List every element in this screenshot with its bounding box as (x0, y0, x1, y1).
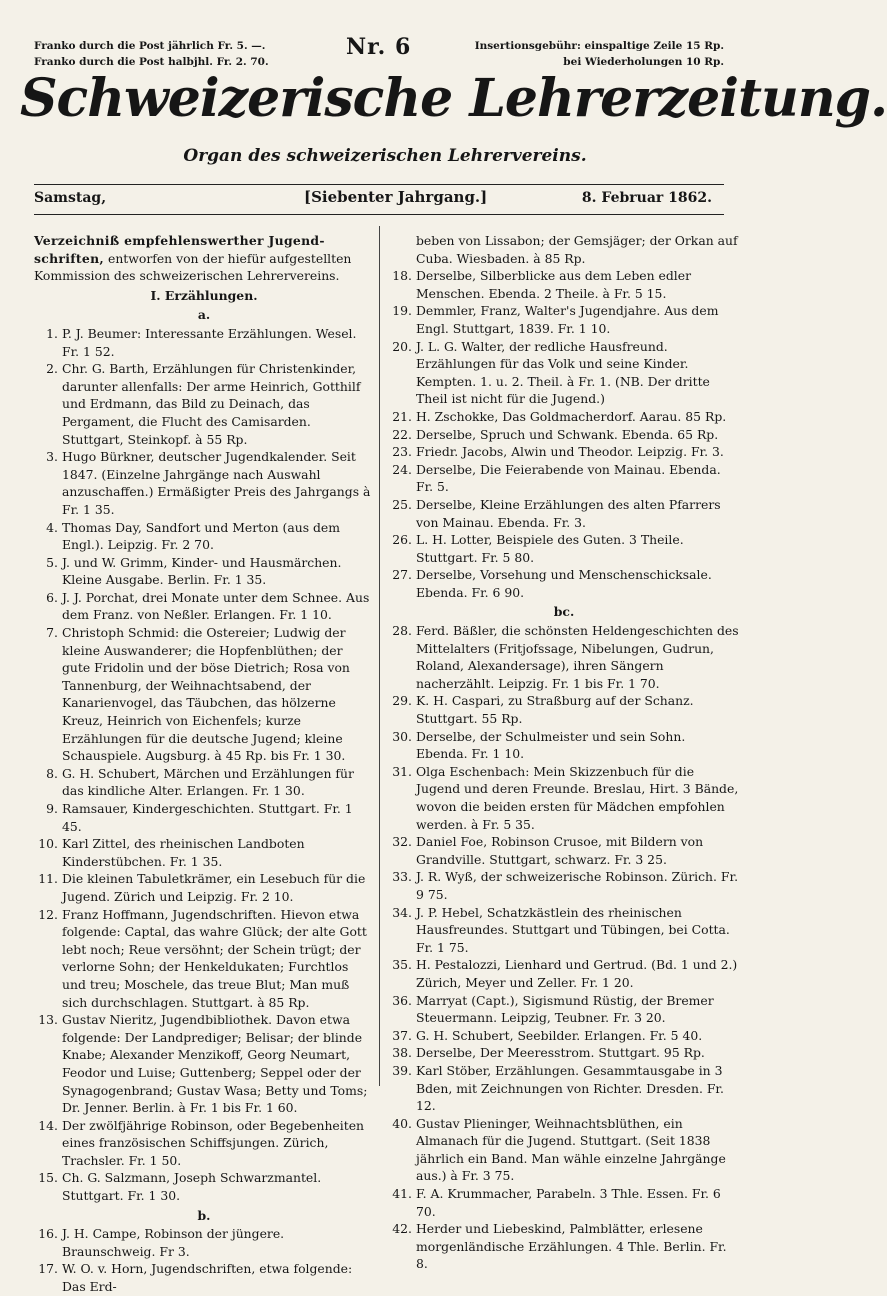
entry-number: 23. (392, 444, 412, 460)
list-item (388, 1062, 740, 1115)
entry-text: G. H. Schubert, Seebilder. Erlangen. Fr. 5 40. (416, 1027, 703, 1043)
list-item (34, 1117, 374, 1170)
entry-number: 17. (38, 1261, 58, 1277)
entry-number: 11. (38, 871, 58, 887)
entry-text: Marryat (Capt.), Sigismund Rüstig, der Bremer Steuermann. Leipzig, Teubner. Fr. 3 20. (416, 992, 714, 1026)
right-column (388, 232, 740, 1273)
entry-text: Franz Hoffmann, Jugendschriften. Hievon etwa folgende: Captal, das wahre Glück; der alte Gott lebt noch; Reue versöhnt; der Schein trügt; der verlorne Sohn; der Henkeldukaten; Furchtlos und treu; Moschele, das treue Blut; Man muß sich durchschlagen. Stuttgart. à 85 Rp. (62, 906, 367, 1010)
entry-text: P. J. Beumer: Interessante Erzählungen. Wesel. Fr. 1 52. (62, 325, 357, 359)
entry-number: 26. (392, 532, 412, 548)
entry-text: J. R. Wyß, der schweizerische Robinson. Zürich. Fr. 9 75. (416, 869, 739, 902)
list-item (388, 566, 740, 601)
list-item (388, 426, 740, 444)
entry-number: 6. (46, 589, 58, 605)
entry-text: L. H. Lotter, Beispiele des Guten. 3 Theile. Stuttgart. Fr. 5 80. (416, 532, 684, 565)
list-item (34, 1225, 374, 1260)
entry-list-bc (388, 622, 740, 1273)
list-item (388, 408, 740, 426)
entry-number: 42. (392, 1221, 412, 1237)
list-item (34, 325, 374, 360)
entry-number: 31. (392, 763, 412, 779)
entry-text: Derselbe, Der Meeresstrom. Stuttgart. 95 Rp. (416, 1045, 705, 1061)
list-item (34, 906, 374, 1012)
entry-text: J. J. Porchat, drei Monate unter dem Schnee. Aus dem Franz. von Neßler. Erlangen. Fr. 1 10. (62, 589, 370, 623)
entry-text: Derselbe, der Schulmeister und sein Sohn. Ebenda. Fr. 1 10. (416, 728, 686, 762)
entry-number: 7. (46, 625, 58, 641)
entry-text: Chr. G. Barth, Erzählungen für Christenkinder, darunter allenfalls: Der arme Heinrich, Gotthilf und Erdmann, das Bild zu Deinach, das Pergament, die Flucht des Camisarden. Stuttgart, Steinkopf. à 55 Rp. (62, 361, 361, 447)
entry-text: J. H. Campe, Robinson der jüngere. Braunschweig. Fr 3. (62, 1226, 285, 1259)
list-item (388, 763, 740, 833)
entry-text: Derselbe, Vorsehung und Menschenschicksale. Ebenda. Fr. 6 90. (416, 567, 712, 600)
entry-number: 16. (38, 1226, 58, 1242)
subsection-heading-bc: bc. (553, 604, 575, 620)
entry-text: Gustav Nieritz, Jugendbibliothek. Davon etwa folgende: Der Landprediger; Belisar; der blinde Knabe; Alexander Menzikoff, Georg Neumart, Feodor und Luise; Guttenberg; Seppel oder der Synagogenbrand; Gustav Wasa; Betty und Toms; Dr. Jenner. Berlin. à Fr. 1 bis Fr. 1 60. (62, 1012, 368, 1116)
entry-text: Karl Zittel, des rheinischen Landboten Kinderstübchen. Fr. 1 35. (62, 836, 305, 869)
list-item (388, 956, 740, 991)
entry-text: Derselbe, Kleine Erzählungen des alten Pfarrers von Mainau. Ebenda. Fr. 3. (416, 496, 721, 530)
entry-number: 35. (392, 957, 412, 973)
entry-text: Daniel Foe, Robinson Crusoe, mit Bildern von Grandville. Stuttgart, schwarz. Fr. 3 25. (416, 834, 704, 867)
entry-text: Karl Stöber, Erzählungen. Gesammtausgabe in 3 Bden, mit Zeichnungen von Richter. Dresden. Fr. 12. (416, 1062, 724, 1114)
list-item (34, 624, 374, 765)
entry-number: 27. (392, 567, 412, 583)
entry-number: 8. (46, 765, 58, 781)
list-item (34, 1260, 374, 1295)
entry-text: Hugo Bürkner, deutscher Jugendkalender. Seit 1847. (Einzelne Jahrgänge nach Auswahl anzuschaffen.) Ermäßigter Preis des Jahrgangs à Fr. 1 35. (62, 449, 371, 517)
entry-text: Olga Eschenbach: Mein Skizzenbuch für die Jugend und deren Freunde. Breslau, Hirt. 3 Bände, wovon die beiden ersten für Mädchen empfohlen werden. à Fr. 5 35. (416, 763, 739, 832)
entry-number: 19. (392, 303, 412, 319)
entry-number: 32. (392, 834, 412, 850)
list-item (388, 267, 740, 302)
list-item (34, 448, 374, 518)
article-heading: Verzeichniß empfehlenswerther Jugend-schriften, (34, 233, 325, 266)
list-item (388, 1185, 740, 1220)
entry-list-a (34, 325, 374, 1205)
subsection-heading-b: b. (197, 1207, 211, 1223)
entry-text: Derselbe, Silberblicke aus dem Leben edler Menschen. Ebenda. 2 Theile. à Fr. 5 15. (416, 268, 692, 301)
section-heading: I. Erzählungen. (150, 287, 258, 303)
entry-text: J. P. Hebel, Schatzkästlein des rheinischen Hausfreundes. Stuttgart und Tübingen, bei Cotta. Fr. 1 75. (416, 904, 730, 955)
list-item (34, 360, 374, 448)
entry-text: Derselbe, Die Feierabende von Mainau. Ebenda. Fr. 5. (416, 461, 721, 495)
entry-text: Der zwölfjährige Robinson, oder Begebenheiten eines französischen Schiffsjungen. Zürich, Trachsler. Fr. 1 50. (62, 1117, 365, 1168)
entry-text: H. Zschokke, Das Goldmacherdorf. Aarau. 85 Rp. (416, 408, 727, 424)
subscription-prices (34, 38, 269, 70)
list-item (388, 1220, 740, 1273)
entry-text: Herder und Liebeskind, Palmblätter, erlesene morgenländische Erzählungen. 4 Thle. Berlin. Fr. 8. (416, 1221, 727, 1272)
article-intro (34, 232, 374, 285)
entry-text: G. H. Schubert, Märchen und Erzählungen für das kindliche Alter. Erlangen. Fr. 1 30. (62, 765, 354, 799)
list-item (388, 1027, 740, 1045)
entry-number: 20. (392, 338, 412, 354)
subscription-price-line: Franko durch die Post jährlich Fr. 5. —. (34, 40, 266, 52)
article-intro-text: entworfen von der hiefür aufgestellten Kommission des schweizerischen Lehrervereins. (34, 250, 352, 284)
entry-text: F. A. Krummacher, Parabeln. 3 Thle. Essen. Fr. 6 70. (416, 1186, 721, 1219)
list-item (388, 1044, 740, 1062)
dateline-day: Samstag, (34, 190, 107, 206)
entry-list-b (34, 1225, 374, 1295)
entry-number: 34. (392, 904, 412, 920)
entry-number: 21. (392, 408, 412, 424)
entry-number: 9. (46, 801, 58, 816)
entry-list-b-continued (388, 267, 740, 601)
list-item (388, 833, 740, 868)
list-item (34, 519, 374, 554)
entry-number: 33. (392, 869, 412, 885)
entry-text: Ramsauer, Kindergeschichten. Stuttgart. Fr. 1 45. (62, 801, 353, 834)
list-item (34, 589, 374, 624)
list-item (388, 1115, 740, 1185)
list-item (388, 868, 740, 903)
list-item (34, 835, 374, 870)
list-item (388, 692, 740, 727)
entry-number: 24. (392, 461, 412, 477)
entry-text: Demmler, Franz, Walter's Jugendjahre. Aus dem Engl. Stuttgart, 1839. Fr. 1 10. (416, 303, 719, 336)
subscription-price-line: Franko durch die Post halbjhl. Fr. 2. 70. (34, 56, 269, 68)
dateline (34, 188, 724, 212)
entry-text: K. H. Caspari, zu Straßburg auf der Schanz. Stuttgart. 55 Rp. (416, 693, 694, 727)
list-item (388, 496, 740, 531)
list-item (388, 338, 740, 408)
list-item (388, 904, 740, 957)
insertion-fee-line: bei Wiederholungen 10 Rp. (563, 56, 724, 68)
entry-text: W. O. v. Horn, Jugendschriften, etwa folgende: Das Erd- (62, 1261, 353, 1295)
masthead-title: Schweizerische Lehrerzeitung. (20, 68, 887, 129)
entry-number: 25. (392, 496, 412, 512)
entry-number: 18. (392, 268, 412, 284)
entry-number: 22. (392, 426, 412, 442)
entry-text: Die kleinen Tabuletkrämer, ein Lesebuch für die Jugend. Zürich und Leipzig. Fr. 2 10. (62, 871, 366, 904)
entry-number: 29. (392, 693, 412, 709)
entry-number: 38. (392, 1045, 412, 1061)
entry-text: Gustav Plieninger, Weihnachtsblüthen, ein Almanach für die Jugend. Stuttgart. (Seit 1838 jährlich ein Band. Man wähle einzelne Jahrgänge aus.) à Fr. 3 75. (416, 1115, 726, 1184)
entry-number: 15. (38, 1170, 58, 1186)
list-item (388, 531, 740, 566)
entry-text: Ch. G. Salzmann, Joseph Schwarzmantel. Stuttgart. Fr. 1 30. (62, 1170, 322, 1204)
list-item (388, 728, 740, 763)
entry-number: 4. (46, 519, 58, 535)
list-item (388, 622, 740, 692)
entry-number: 2. (46, 361, 58, 377)
dateline-volume: [Siebenter Jahrgang.] (304, 188, 488, 206)
entry-number: 40. (392, 1115, 412, 1131)
entry-number: 1. (46, 325, 58, 341)
entry-number: 28. (392, 623, 412, 639)
issue-number: Nr. 6 (346, 34, 412, 60)
entry-number: 3. (46, 449, 58, 465)
entry-text: Ferd. Bäßler, die schönsten Heldengeschichten des Mittelalters (Fritjofssage, Nibelungen, Gudrun, Roland, Alexandersage), ihren Sängern nacherzählt. Leipzig. Fr. 1 bis Fr. 1 70. (416, 623, 739, 691)
entry-text: Friedr. Jacobs, Alwin und Theodor. Leipzig. Fr. 3. (416, 444, 724, 460)
entry-text: J. L. G. Walter, der redliche Hausfreund. Erzählungen für das Volk und seine Kinder. Kempten. 1. u. 2. Theil. à Fr. 1. (NB. Der dritte Theil ist nicht für die Jugend.) (416, 338, 710, 407)
list-item (34, 1169, 374, 1204)
list-item (388, 992, 740, 1027)
entry-number: 39. (392, 1062, 412, 1078)
list-item (388, 302, 740, 337)
entry-text: Thomas Day, Sandfort und Merton (aus dem Engl.). Leipzig. Fr. 2 70. (62, 519, 341, 553)
insertion-fee-line: Insertionsgebühr: einspaltige Zeile 15 Rp. (474, 40, 724, 52)
entry-text: H. Pestalozzi, Lienhard und Gertrud. (Bd. 1 und 2.) Zürich, Meyer und Zeller. Fr. 1 20. (416, 957, 738, 990)
entry-number: 10. (38, 836, 58, 852)
list-item (34, 870, 374, 905)
entry-number: 30. (392, 728, 412, 744)
header-rule-bottom (34, 214, 724, 215)
entry-number: 14. (38, 1117, 58, 1133)
list-item (34, 800, 374, 835)
entry-number: 37. (392, 1027, 412, 1043)
masthead-subtitle: Organ des schweizerischen Lehrervereins. (183, 146, 587, 166)
list-item (388, 443, 740, 461)
entry-number: 41. (392, 1186, 412, 1202)
entry-number: 13. (38, 1012, 58, 1028)
dateline-date: 8. Februar 1862. (581, 190, 712, 206)
entry-number: 36. (392, 992, 412, 1008)
list-item (34, 765, 374, 800)
list-item (34, 1011, 374, 1117)
entry-number: 5. (46, 554, 58, 570)
entry-text: J. und W. Grimm, Kinder- und Hausmärchen. Kleine Ausgabe. Berlin. Fr. 1 35. (62, 554, 342, 588)
entry-text: Christoph Schmid: die Ostereier; Ludwig der kleine Auswanderer; die Hopfenblüthen; der gute Fridolin und der böse Dietrich; Rosa von Tannenburg, der Weihnachtsabend, der Kanarienvogel, das Täubchen, das hölzerne Kreuz, Heinrich von Eichenfels; kurze Erzählungen für die deutsche Jugend; kleine Schauspiele. Augsburg. à 45 Rp. bis Fr. 1 30. (62, 625, 350, 764)
entry-continuation: beben von Lissabon; der Gemsjäger; der Orkan auf Cuba. Wiesbaden. à 85 Rp. (416, 233, 738, 266)
insertion-fees (475, 38, 724, 70)
left-column (34, 232, 374, 1296)
header-rule-top (34, 184, 724, 185)
column-divider (379, 226, 380, 1086)
list-item (388, 461, 740, 496)
list-item (34, 554, 374, 589)
entry-text: Derselbe, Spruch und Schwank. Ebenda. 65 Rp. (416, 426, 719, 442)
entry-number: 12. (38, 906, 58, 922)
subsection-heading-a: a. (197, 307, 211, 323)
